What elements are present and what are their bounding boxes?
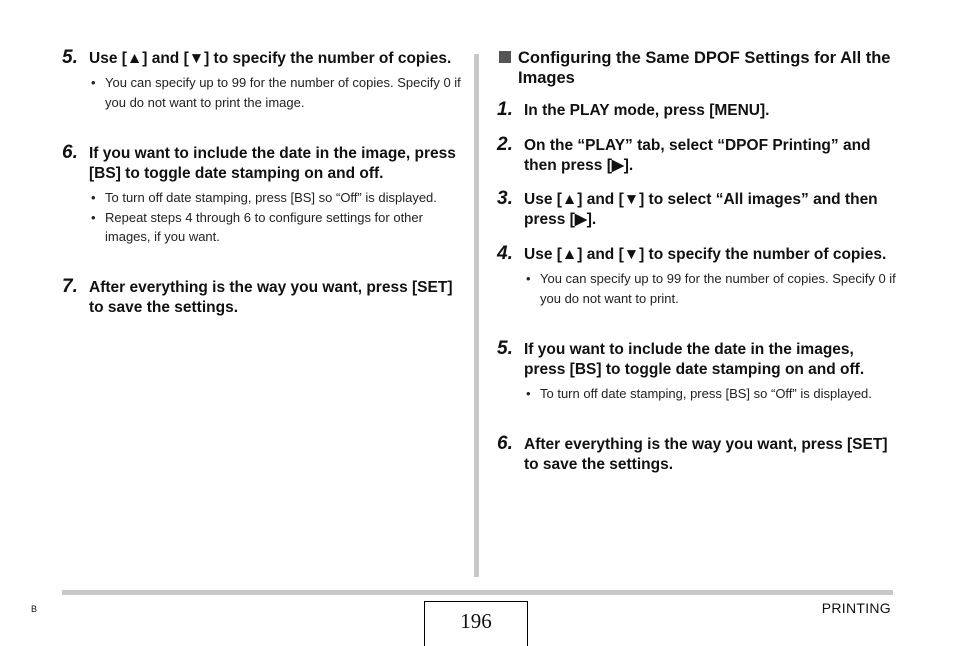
section-title: Configuring the Same DPOF Settings for All the Images [518,49,891,87]
step-instruction: If you want to include the date in the images, press [BS] to toggle date stamping on and off. [524,341,865,378]
left-step-7 [62,278,462,318]
step-number: 3. [497,188,513,209]
section-label: PRINTING [821,600,891,616]
square-bullet-icon [499,51,511,63]
right-step-4 [497,245,897,308]
note-item: • Repeat steps 4 through 6 to configure settings for other images, if you want. [91,209,423,244]
bullet-glyph: • [526,271,531,286]
step-instruction: In the PLAY mode, press [MENU]. [524,102,770,119]
column-divider [474,54,479,577]
page-number-box [424,601,528,646]
step-instruction: If you want to include the date in the image, press [BS] to toggle date stamping on and off. [89,145,456,182]
page-number: 196 [460,609,492,633]
right-step-1 [497,101,897,121]
step-number: 4. [497,243,513,264]
section-heading [497,48,897,88]
right-step-3 [497,190,897,230]
note-item: • To turn off date stamping, press [BS] so “Off” is displayed. [524,384,897,404]
step-instruction: On the “PLAY” tab, select “DPOF Printing” and then press [▶]. [524,137,871,174]
step-instruction: Use [▲] and [▼] to select “All images” and then press [▶]. [524,191,878,228]
step-number: 5. [62,47,78,68]
bullet-glyph: • [526,386,531,401]
step-number: 6. [62,142,78,163]
bullet-glyph: • [91,190,96,205]
step-number: 2. [497,134,513,155]
left-step-5 [62,49,462,112]
note-item: • You can specify up to 99 for the number of copies. Specify 0 if you do not want to print. [526,271,896,306]
step-number: 7. [62,276,78,297]
step-instruction: Use [▲] and [▼] to specify the number of copies. [89,50,452,67]
note-item: • To turn off date stamping, press [BS] so “Off” is displayed. [89,188,462,208]
step-notes [89,73,462,112]
step-number: 1. [497,99,513,120]
note-item: • You can specify up to 99 for the number of copies. Specify 0 if you do not want to print the image. [91,75,461,110]
step-number: 5. [497,338,513,359]
step-notes [524,384,897,404]
footer-rule [62,590,893,595]
step-notes [524,269,897,308]
left-step-6 [62,144,462,247]
bullet-glyph: • [91,75,96,90]
step-instruction: After everything is the way you want, press [SET] to save the settings. [524,436,888,473]
right-step-6 [497,435,897,475]
right-step-5 [497,340,897,404]
step-notes [89,188,462,247]
step-instruction: After everything is the way you want, press [SET] to save the settings. [89,279,453,316]
step-instruction: Use [▲] and [▼] to specify the number of copies. [524,246,887,263]
bullet-glyph: • [91,209,96,225]
step-number: 6. [497,433,513,454]
footer-left-mark: B [31,604,38,614]
right-step-2 [497,136,897,176]
